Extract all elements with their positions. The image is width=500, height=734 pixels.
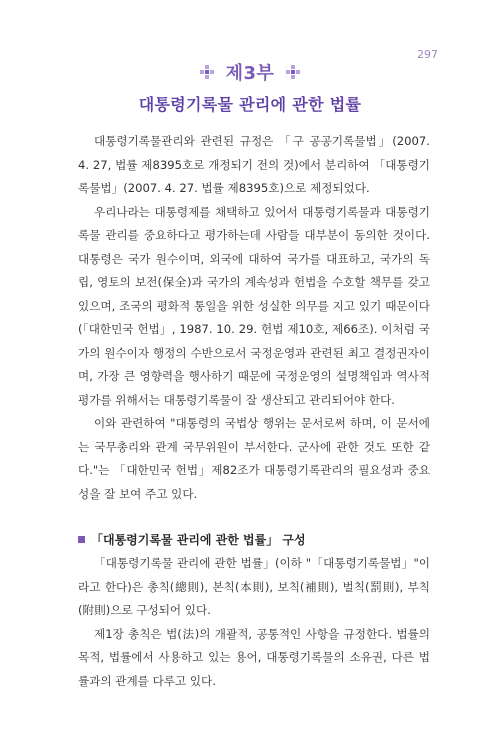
part-label-line xyxy=(0,60,500,84)
intro-section xyxy=(78,130,430,506)
part-label: 제3부 xyxy=(225,63,275,84)
structure-paragraph: 「대통령기록물 관리에 관한 법률」(이하 "「대통령기록물법」"이라고 한다)은 총칙(總則), 본칙(本則), 보칙(補則), 벌칙(罰則), 부칙(附則)으로 구성되어 있다. xyxy=(78,556,430,617)
ornament-left-icon xyxy=(200,65,214,79)
part-title: 대통령기록물 관리에 관한 법률 xyxy=(138,95,362,114)
part-header xyxy=(0,60,500,115)
structure-section xyxy=(78,552,430,693)
intro-paragraph: 우리나라는 대통령제를 채택하고 있어서 대통령기록물과 대통령기록물 관리를 중요하다고 평가하는데 사람들 대부분이 동의한 것이다. 대통령은 국가 원수이며, 외국에 대하여 국가를 대표하고, 국가의 독립, 영토의 보전(保全)과 국가의 계속성과 헌법을 수호할 책무를 갖고 있으며, 조국의 평화적 통일을 위한 성실한 의무를 지고 있기 때문이다(「대한민국 헌법」, 1987. 10. 29. 헌법 제10호, 제66조). 이처럼 국가의 원수이자 행정의 수반으로서 국정운영과 관련된 최고 결정권자이며, 가장 큰 영향력을 행사하기 때문에 국정운영의 설명책임과 역사적 평가를 위해서는 대통령기록물이 잘 생산되고 관리되어야 한다. xyxy=(78,204,430,407)
square-bullet-icon xyxy=(78,536,85,543)
intro-paragraph: 이와 관련하여 "대통령의 국법상 행위는 문서로써 하며, 이 문서에는 국무총리와 관계 국무위원이 부서한다. 군사에 관한 것도 또한 같다."는 「대한민국 헌법」제82조가 대통령기록관리의 필요성과 중요성을 잘 보여 주고 있다. xyxy=(78,416,430,501)
ornament-right-icon xyxy=(286,65,300,79)
intro-paragraph: 대통령기록물관리와 관련된 규정은 「구 공공기록물법」(2007. 4. 27, 법률 제8395호로 개정되기 전의 것)에서 분리하여 「대통령기록물법」(2007. 4. 27. 법률 제8395호)으로 제정되었다. xyxy=(78,134,430,195)
section-heading xyxy=(78,531,430,548)
structure-paragraph: 제1장 총칙은 법(法)의 개괄적, 공통적인 사항을 규정한다. 법률의 목적, 법률에서 사용하고 있는 용어, 대통령기록물의 소유권, 다른 법률과의 관계를 다루고 있다. xyxy=(78,626,430,688)
section-heading-text: 「대통령기록물 관리에 관한 법률」 구성 xyxy=(91,533,306,547)
page-number: 297 xyxy=(417,48,438,61)
